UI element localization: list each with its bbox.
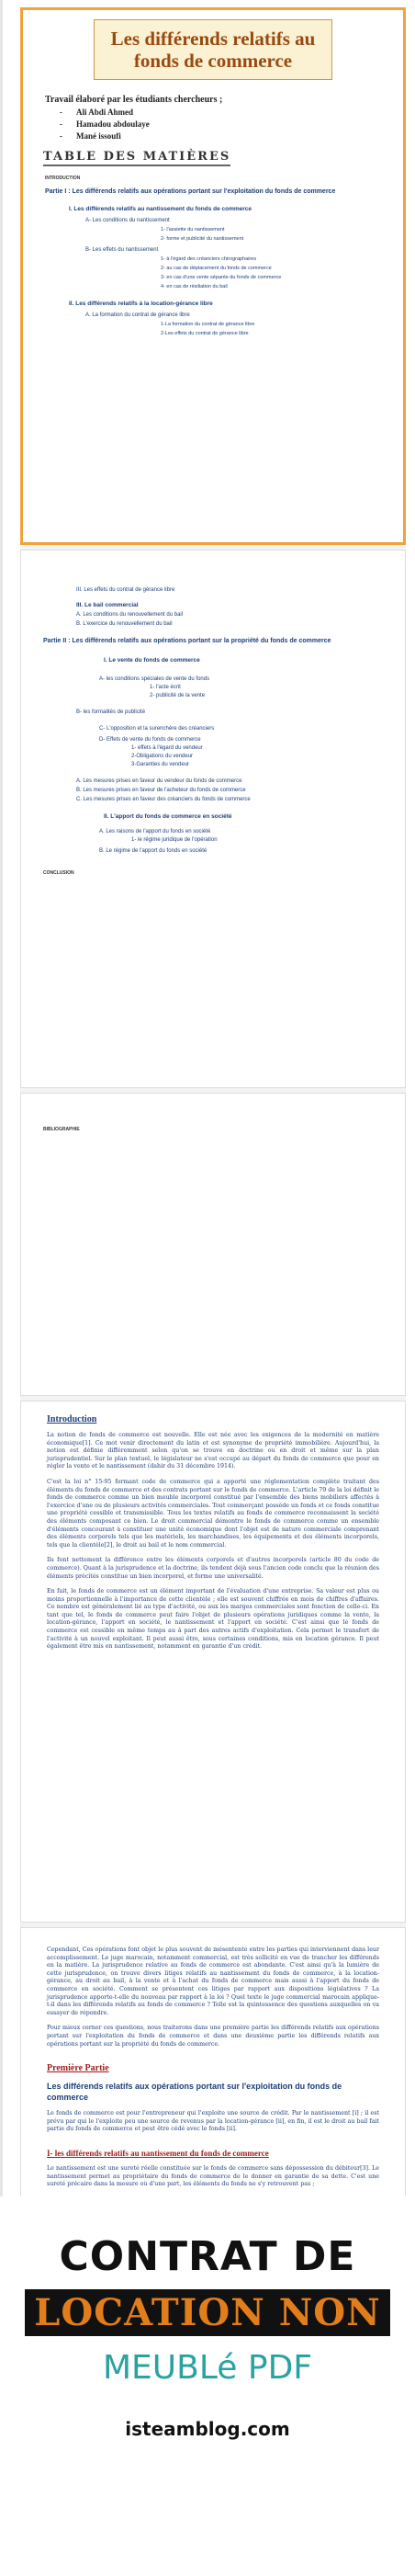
document-page-3 bbox=[20, 1093, 406, 1396]
toc-part-1: Partie I : Les différends relatifs aux opérations portant sur l'exploitation du fonds de commerce bbox=[45, 188, 336, 195]
toc-entry: III. Le bail commercial bbox=[76, 602, 139, 608]
promo-line-2: LOCATION NON bbox=[25, 2289, 389, 2336]
section-heading: Première Partie bbox=[47, 2063, 109, 2074]
toc-entry: III. Les effets du contrat de gérance libre bbox=[76, 587, 175, 593]
toc-entry: 4- en cas de résiliation du bail bbox=[161, 284, 228, 289]
document-page-2 bbox=[20, 550, 406, 1088]
toc-entry: B- Les effets du nantissement bbox=[85, 247, 159, 253]
promo-line-3: MEUBLé PDF bbox=[102, 2349, 312, 2387]
paragraph: Le fonds de commerce est pour l'entrepreneur qui l'exploite une source de crédit. Par le nantissement [i] ; il est prévu par qui le l'exploite peu une source de revenus par la location-gérance [ii], en fin, il est le droit au bail fait partie du fonds de commerce et peut être cédé avec le fonds [ii]. bbox=[47, 2110, 379, 2133]
document-page-4 bbox=[20, 1401, 406, 1923]
toc-entry: C. Les mesures prises en faveur des créanciers du fonds de commerce bbox=[76, 797, 251, 802]
paragraph: Cependant, Ces opérations font objet le plus souvent de mésentente entre les parties qui interviennent dans leur accomplissement. Le juge marocain, notamment commercial, est très sollicité en vue de trancher les différends en la matière. La jurisprudence relative au fonds de commerce est abondante. C'est ainsi qu'à la lumière de cette jurisprudence, on trouve divers litiges relatifs au nantissement du fonds de commerce, à la location-gérance, au droit au bail, à la vente et à l'achat du fonds de commerce mais aussi à l'apport du fonds de commerce en société. Comment se présentent ces litiges par rapport aux dispositions législatives ? La jurisprudence apporte-t-elle du nouveau par rapport à la loi ? Quel texte le juge commercial marocain applique-t-il dans les différends relatifs au fonds de commerce ? Telle est la quintessence des questions auxquelles on va essayer de répondre. bbox=[47, 1946, 379, 2016]
toc-entry: B- les formalités de publicité bbox=[76, 709, 146, 715]
promo-banner bbox=[0, 2196, 415, 2576]
bibliography-heading: BIBLIOGRAPHIE bbox=[43, 1127, 80, 1132]
toc-conclusion: CONCLUSION bbox=[43, 870, 74, 876]
toc-entry: II. Les différends relatifs à la location-gérance libre bbox=[69, 301, 213, 307]
toc-heading: TABLE DES MATIÈRES bbox=[43, 150, 230, 166]
toc-entry: 1- effets à l'égard du vendeur bbox=[131, 745, 203, 751]
paragraph: Pour mieux cerner ces questions, nous traiterons dans une première partie les différends relatifs aux opérations portant sur l'exploitation du fonds de commerce et dans une deuxième partie les différends relatifs aux opérations portant sur la propriété du fonds de commerce. bbox=[47, 2025, 379, 2048]
paragraph: Ils font nettement la différence entre les éléments corporels et d'autres incorporels (article 80 du code de commerce). Quant à la jurisprudence et la doctrine, ils tendent déjà sous l'ancien code conclu que la réunion des éléments précités constitue un bien incorporel, et forme une universalité. bbox=[47, 1557, 379, 1580]
document-title: Les différends relatifs au fonds de commerce bbox=[94, 19, 332, 80]
toc-entry: I. Le vente du fonds de commerce bbox=[104, 657, 200, 664]
toc-entry: A. Les raisons de l'apport du fonds en société bbox=[99, 829, 211, 834]
toc-entry: 2-Obligations du vendeur bbox=[131, 754, 194, 759]
document-page-1 bbox=[20, 7, 406, 545]
toc-entry: II. L'apport du fonds de commerce en société bbox=[104, 813, 232, 820]
author-item: - Ali Abdi Ahmed bbox=[60, 108, 134, 117]
toc-entry: B. Les mesures prises en faveur de l'acheteur du fonds de commerce bbox=[76, 788, 246, 793]
paragraph: En fait, le fonds de commerce est un élément important de l'évaluation d'une entreprise. Sa valeur est plus ou moins proportionnelle à l'importance de cette clientèle ; elle est souvent chiffrée en mois de chiffres d'affaires. Ce nombre est généralement lié au type d'activité, ou aux les marges commerciales sont fonction de celle-ci. En tant que tel, le fonds de commerce peut faire l'objet de plusieurs opérations juridiques comme la vente, la location-gérance, l'apport en société, le nantissement et l'apport en société. C'est ainsi que le fonds de commerce est cessible en même temps au à part des autres actifs d'exploitation. Cela permet le transfert de l'activité à un nouvel exploitant. Il peut aussi être, sous certaines conditions, mis en location gérance. Il peut également être mis en nantissement, notamment en garantie d'un crédit. bbox=[47, 1588, 379, 1651]
paragraph: La notion de fonds de commerce est nouvelle. Elle est née avec les exigences de la modernité en matière économique[1]. Ce mot venir directement du latin et est synonyme de propriété immobilière. Aujourd'hui, la notion est définie différemment selon qu'on se trouve en doctrine ou en droit et même sur la plan jurisprudentiel. Sur le plan textuel, le législateur ne s'est occupé au départ du fonds de commerce que pour en régler la vente et le nantissement (dahir du 31 décembre 1914). bbox=[47, 1432, 379, 1470]
toc-entry: 3-Garanties du vendeur bbox=[131, 762, 190, 767]
toc-entry: 2- forme et publicité du nantissement bbox=[161, 236, 244, 242]
toc-entry: 1- l'assiette du nantissement bbox=[161, 227, 225, 233]
toc-entry: B. Le régime de l'apport du fonds en société bbox=[99, 848, 208, 854]
paragraph: C'est la loi n° 15-95 formant code de commerce qui a apporté une réglementation complète traitant des éléments du fonds de commerce et des contrats portant sur le fonds de commerce. L'article 79 de la loi définit le fonds de commerce comme un bien meuble incorporel constitué par l'ensemble des biens mobiliers affectés à l'exercice d'une ou de plusieurs activités commerciales. Tout commerçant possède un fonds et ce fonds constitue une propriété cessible et transmissible. Tous les textes relatifs au fonds de commerce reconnaissent la société des éléments composant ce bien. Le droit commercial démontre le fonds de commerce comme un ensemble d'éléments concourant à constituer une unité économique dont l'objet est de nature commerciale comprenant des éléments corporels tels que les matériels, les marchandises, les équipements et des éléments incorporels, tels que la clientèle[2], le droit au bail et le nom commercial. bbox=[47, 1478, 379, 1549]
toc-entry: 1- à l'égard des créanciers chirographaires bbox=[161, 256, 257, 262]
toc-entry: I. Les différends relatifs au nantissement du fonds de commerce bbox=[69, 206, 252, 212]
section-heading: Introduction bbox=[47, 1414, 97, 1424]
toc-entry: B. L'exercice du renouvellement du bail bbox=[76, 621, 173, 627]
toc-entry: C- L'opposition et la surenchère des créanciers bbox=[99, 726, 215, 732]
section-subheading: Les différends relatifs aux opérations portant sur l'exploitation du fonds de commerce bbox=[47, 2082, 342, 2103]
toc-entry: A. Les conditions du renouvellement du bail bbox=[76, 612, 184, 618]
authors-intro: Travail élaboré par les étudiants chercheurs ; bbox=[45, 95, 223, 105]
toc-entry: 1- l'acte écrit bbox=[150, 685, 181, 690]
promo-line-1: CONTRAT DE bbox=[59, 2233, 356, 2280]
section-heading: I- les différends relatifs au nantissement du fonds de commerce bbox=[47, 2148, 269, 2158]
page-gutter bbox=[0, 0, 3, 2196]
paragraph: Le nantissement est une sureté réelle constituée sur le fonds de commerce sans dépossession du débiteur[3]. Le nantissement permet au propriétaire du fonds de commerce de le donner en garantie de sa dette. C'est une sureté précaire dans la mesure où d'une part, les éléments du fonds ne s'y retrouvent pas ; bbox=[47, 2164, 379, 2188]
toc-entry: 1-La formation du contrat de gérance libre bbox=[161, 322, 255, 327]
toc-introduction: INTRODUCTION bbox=[45, 176, 81, 181]
toc-entry: A- Les conditions du nantissement bbox=[85, 218, 170, 223]
author-item: - Hamadou abdoulaye bbox=[60, 119, 150, 129]
toc-entry: D- Effets de vente du fonds de commerce bbox=[99, 737, 201, 743]
toc-entry: 2- publicité de la vente bbox=[150, 693, 206, 698]
promo-site-link[interactable]: isteamblog.com bbox=[125, 2418, 290, 2440]
toc-entry: A. Les mesures prises en faveur du vendeur du fonds de commerce bbox=[76, 778, 242, 784]
toc-part-2: Partie II : Les différends relatifs aux opérations portant sur la propriété du fonds de commerce bbox=[43, 638, 331, 644]
toc-entry: 1- le régime juridique de l'opération bbox=[131, 837, 218, 843]
toc-entry: 2-Les effets du contrat de gérance libre bbox=[161, 331, 249, 336]
toc-entry: A. La formation du contrat de gérance libre bbox=[85, 312, 190, 318]
toc-entry: 2- au cas de déplacement du fonds de commerce bbox=[161, 266, 272, 271]
toc-entry: 3- en cas d'une vente séparée du fonds de commerce bbox=[161, 275, 282, 280]
document-viewer[interactable] bbox=[20, 7, 406, 2442]
toc-entry: A- les conditions spéciales de vente du fonds bbox=[99, 676, 210, 682]
author-item: - Mané issoufi bbox=[60, 131, 121, 141]
